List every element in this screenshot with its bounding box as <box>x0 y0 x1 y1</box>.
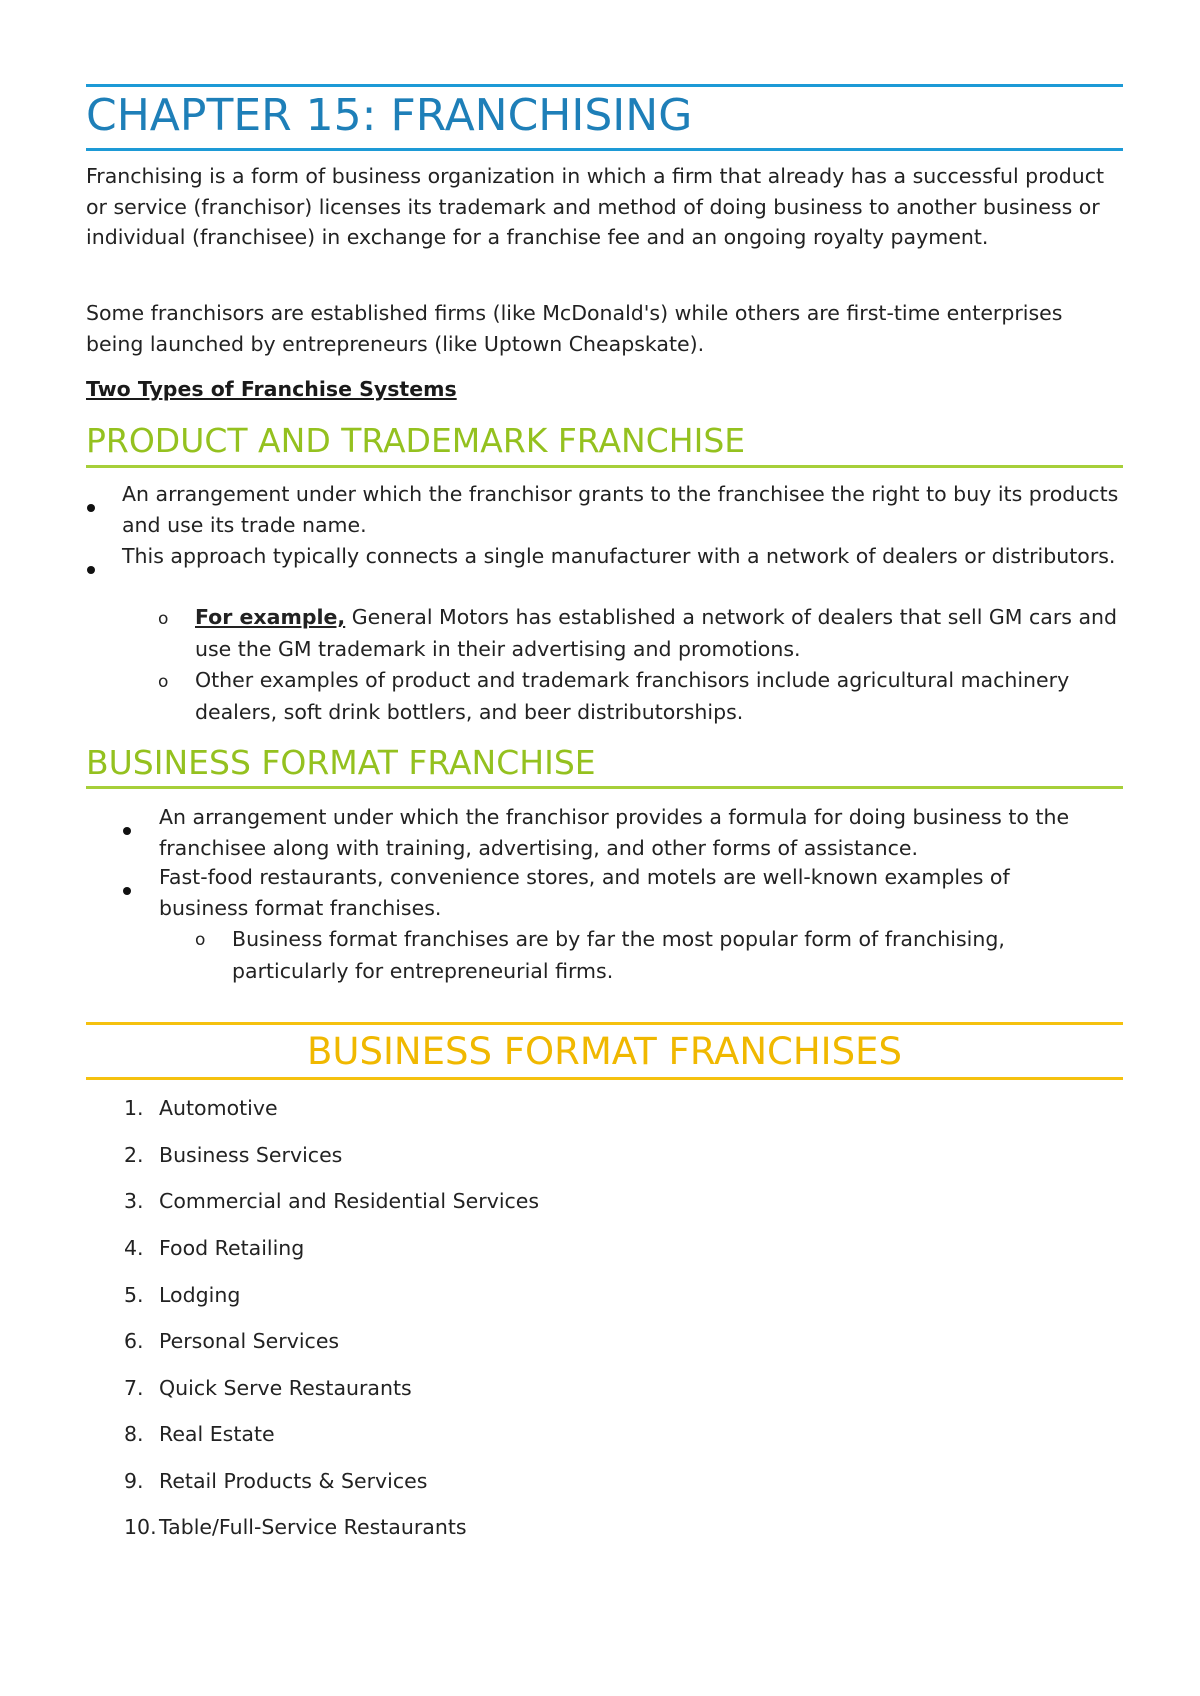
list-number: 6. <box>124 1329 144 1353</box>
sub-bullet-text: Business format franchises are by far the most popular form of franchising, particularly for entrepreneurial firms. <box>232 927 1005 983</box>
circle-bullet-icon: o <box>195 930 206 950</box>
bullet-text: Fast-food restaurants, convenience stores, and motels are well-known examples of business format franchises. <box>159 865 1010 920</box>
sub-bullet-text <box>195 602 1125 665</box>
list-text: Business Services <box>159 1143 343 1167</box>
title-bottom-rule <box>86 148 1123 151</box>
list-number: 3. <box>124 1189 144 1213</box>
list-number: 10. <box>124 1515 157 1539</box>
list-number: 2. <box>124 1143 144 1167</box>
bullet-item <box>0 479 1200 540</box>
section-heading-product-trademark: PRODUCT AND TRADEMARK FRANCHISE <box>86 421 746 460</box>
circle-bullet-icon: o <box>158 609 169 629</box>
bullet-text: This approach typically connects a single manufacturer with a network of dealers or distributors. <box>122 544 1116 568</box>
bullet-item <box>0 802 1200 863</box>
section-rule-product-trademark <box>86 465 1123 468</box>
bullet-dot-icon <box>123 873 131 904</box>
list-number: 9. <box>124 1469 144 1493</box>
chapter-title: CHAPTER 15: FRANCHISING <box>86 90 693 141</box>
list-text: Commercial and Residential Services <box>159 1189 540 1213</box>
list-title: BUSINESS FORMAT FRANCHISES <box>307 1030 902 1073</box>
section-heading-business-format: BUSINESS FORMAT FRANCHISE <box>86 743 596 782</box>
sub-bullet-item <box>0 665 1200 728</box>
bullet-item <box>0 862 1200 923</box>
list-text: Retail Products & Services <box>159 1469 428 1493</box>
list-text: Lodging <box>159 1283 241 1307</box>
list-number: 4. <box>124 1236 144 1260</box>
example-label: For example, <box>195 605 346 629</box>
list-text: Real Estate <box>159 1422 275 1446</box>
bullet-dot-icon <box>87 490 95 521</box>
list-text: Table/Full-Service Restaurants <box>159 1515 467 1539</box>
list-text: Food Retailing <box>159 1236 305 1260</box>
bullet-item <box>0 541 1200 572</box>
circle-bullet-icon: o <box>158 672 169 692</box>
types-heading: Two Types of Franchise Systems <box>86 377 457 401</box>
bullet-text: An arrangement under which the franchisor provides a formula for doing business to the franchisee along with training, advertising, and other forms of assistance. <box>159 805 1070 860</box>
intro-paragraph-2: Some franchisors are established firms (like McDonald's) while others are first-time enterprises being launched by entrepreneurs (like Uptown Cheapskate). <box>86 301 1063 356</box>
bullet-dot-icon <box>87 552 95 583</box>
list-title-bottom-rule <box>86 1077 1123 1080</box>
list-text: Quick Serve Restaurants <box>159 1376 412 1400</box>
list-number: 1. <box>124 1096 144 1120</box>
list-title-top-rule <box>86 1022 1123 1025</box>
bullet-dot-icon <box>123 813 131 844</box>
sub-bullet-text: Other examples of product and trademark franchisors include agricultural machinery dealers, soft drink bottlers, and beer distributorships. <box>195 668 1070 724</box>
list-number: 7. <box>124 1376 144 1400</box>
bullet-text: An arrangement under which the franchisor grants to the franchisee the right to buy its products and use its trade name. <box>122 482 1119 537</box>
list-number: 8. <box>124 1422 144 1446</box>
list-number: 5. <box>124 1283 144 1307</box>
title-top-rule <box>86 84 1123 87</box>
intro-paragraph-1: Franchising is a form of business organization in which a firm that already has a successful product or service (franchisor) licenses its trademark and method of doing business to another business or individual (franchisee) in exchange for a franchise fee and an ongoing royalty payment. <box>86 164 1105 249</box>
example-text: General Motors has established a network of dealers that sell GM cars and use the GM trademark in their advertising and promotions. <box>195 605 1118 661</box>
sub-bullet-item <box>0 923 1200 987</box>
list-text: Automotive <box>159 1096 278 1120</box>
section-rule-business-format <box>86 786 1123 789</box>
sub-bullet-item <box>0 602 1200 665</box>
list-text: Personal Services <box>159 1329 340 1353</box>
